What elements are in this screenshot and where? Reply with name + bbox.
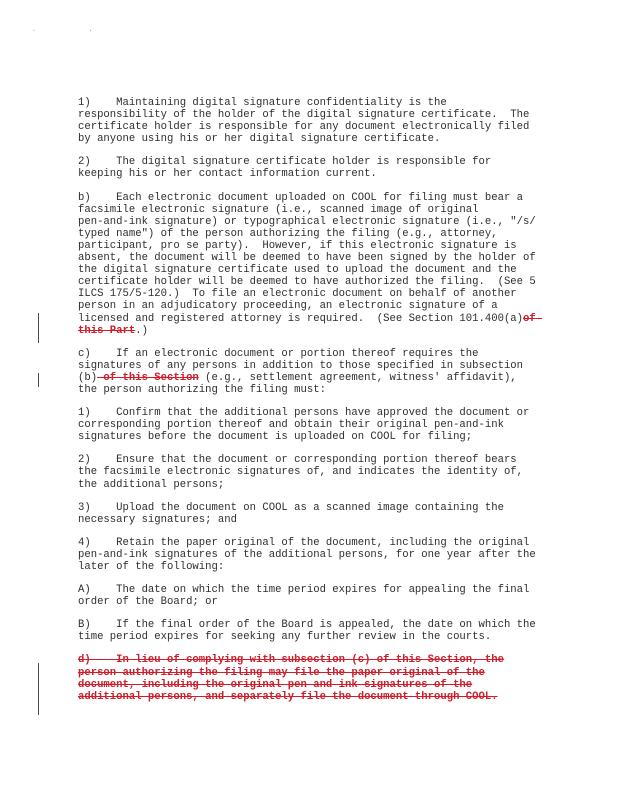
paragraph-c1-confirm: 1) Confirm that the additional persons have approved the document or corresponding portion thereof and obtain their original pen-and-ink signatures before the document is uploaded on COOL for filing; <box>78 407 530 444</box>
paragraph-c3-upload: 3) Upload the document on COOL as a scanned image containing the necessary signatures; and <box>78 501 504 526</box>
paragraph-2-contact-info: 2) The digital signature certificate holder is responsible for keeping his or her contact information current. <box>78 156 492 181</box>
deleted-text-of-this-section: of this Section <box>97 371 199 384</box>
paragraph-b-signature-requirement <box>78 192 548 337</box>
change-bar-2 <box>38 373 39 387</box>
paragraph-c-text-end: (e.g., settlement agreement, witness' affidavit), the person authorizing the filing must: <box>78 371 517 396</box>
deleted-paragraph-d: d) In lieu of complying with subsection (c) of this Section, the person authorizing the filing may file the paper original of the document, including the original pen and ink signatures of the additional persons, and separately file the document through COOL. <box>78 654 504 703</box>
paragraph-1-confidentiality: 1) Maintaining digital signature confidentiality is the responsibility of the holder of the digital signature certificate. The certificate holder is responsible for any document electronically filed by anyone using his or her digital signature certificate. <box>78 97 530 146</box>
paragraph-B-further-review: B) If the final order of the Board is appealed, the date on which the time period expires for seeking any further review in the courts. <box>78 619 536 644</box>
scan-marks: . . <box>32 26 117 34</box>
change-bar-1 <box>38 313 39 343</box>
paragraph-c-text-start: c) If an electronic document or portion thereof requires the signatures of any persons in addition to those specified in subsection (b) <box>78 347 524 384</box>
paragraph-A-appeal-date: A) The date on which the time period expires for appealing the final order of the Board; or <box>78 584 530 609</box>
document-body <box>78 97 548 714</box>
change-bar-3 <box>38 663 39 715</box>
paragraph-c4-retain: 4) Retain the paper original of the document, including the original pen-and-ink signatures of the additional persons, for one year after the later of the following: <box>78 536 536 573</box>
paragraph-c2-ensure: 2) Ensure that the document or corresponding portion thereof bears the facsimile electronic signatures of, and indicates the identity of, the additional persons; <box>78 454 524 491</box>
paragraph-c-additional-signatures <box>78 348 548 396</box>
paragraph-b-tail: .) <box>135 324 148 337</box>
paragraph-b-text: b) Each electronic document uploaded on COOL for filing must bear a facsimile electronic signature (i.e., scanned image of original pen-and-ink signature) or typographical electronic signature (i.e., "/s/ typed name") of the person authorizing the filing (e.g., attorney, participant, pro se party). However, if this electronic signature is absent, the document will be deemed to have been signed by the holder of the digital signature certificate used to upload the document and the certificate holder will be deemed to have authorized the filing. (See 5 ILCS 175/5-120.) To file an electronic document on behalf of another person in an adjudicatory proceeding, an electronic signature of a licensed and registered attorney is required. (See Section 101.400(a) <box>78 191 536 325</box>
deleted-text-of-this-part: of this Part <box>78 312 543 337</box>
